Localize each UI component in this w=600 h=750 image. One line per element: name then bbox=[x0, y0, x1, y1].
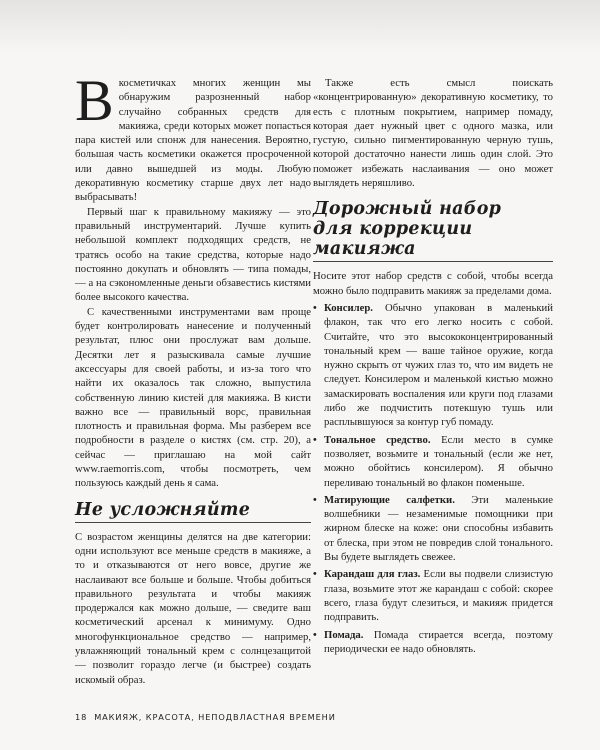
body-paragraph: Также есть смысл поискать «концентрированную» декоративную косметику, то есть с плотным покрытием, например помаду, которая дает нужный цвет с одного мазка, или густую, сильно пигментированную черную тушь, которой достаточно нанести лишь один слой. Это поможет избежать наслаивания — оно может выглядеть неряшливо. bbox=[313, 77, 553, 190]
body-paragraph: Первый шаг к правильному макияжу — это правильный инструментарий. Лучше купить небольшой комплект подходящих средств, не тратясь особо на такие средства, которые надо постоянно докупать и обновлять — типа помады, — а на сэкономленные деньги обзавестись кистями более высокого качества. bbox=[75, 205, 311, 304]
list-item: • Карандаш для глаз. Если вы подвели слизистую глаза, возьмите этот же карандаш с собой: скорее всего, глаза будут слезиться, и макияж придется подправить. bbox=[313, 567, 553, 624]
list-item: • Матирующие салфетки. Эти маленькие волшебники — незаменимые помощники при жирном блеске на коже: они способны избавить от блеска, при этом не повредив слой тонального. Вы будете выглядеть свежее. bbox=[313, 493, 553, 564]
section-heading-keep-simple: Не усложняйте bbox=[75, 500, 311, 523]
intro-paragraph: Вкосметичках многих женщин мы обнаружим разрозненный набор случайно собранных средств для макияжа, среди которых может попасться пара кистей или спонж для нанесения. Вероятно, большая часть косметики окажется просроченной или давно вышедшей из моды. Любую декоративную косметику старше двух лет надо выбрасывать! bbox=[75, 68, 311, 204]
list-item: • Помада. Помада стирается всегда, поэтому периодически ее надо обновлять. bbox=[313, 628, 553, 657]
page-footer bbox=[75, 712, 336, 722]
left-column bbox=[75, 68, 311, 687]
running-title: МАКИЯЖ, КРАСОТА, НЕПОДВЛАСТНАЯ ВРЕМЕНИ bbox=[94, 712, 336, 722]
list-item: • Консилер. Обычно упакован в маленький флакон, так что его легко носить с собой. Считайте, что это высококонцентрированный тональный крем — ваше тайное оружие, когда нужно скрыть от чужих глаз то, что им видеть не следует. Консилером и маленькой кистью можно замаскировать воспаления или круги под глазами либо же подчистить потекшую тушь или расплывшуюся за контур губ помаду. bbox=[313, 301, 553, 430]
body-paragraph: С качественными инструментами вам проще будет контролировать нанесение и полученный результат, плюс они прослужат вам дольше. Десятки лет я разыскивала самые лучшие аксессуары для своей работы, и из-за того что найти их оказалось так сложно, выпустила собственную линию кистей для макияжа. В кисти важно все — правильный ворс, правильная плотность и правильная форма. Мы разберем все подробности в разделе о кистях (см. стр. 20), а сейчас — приглашаю на мой сайт www.raemorris.com, чтобы посмотреть, чем пользуюсь каждый день я сама. bbox=[75, 305, 311, 490]
body-paragraph: Носите этот набор средств с собой, чтобы всегда можно было подправить макияж за пределами дома. bbox=[313, 270, 553, 297]
drop-cap: В bbox=[75, 68, 114, 133]
list-item: • Тональное средство. Если место в сумке позволяет, возьмите и тональный (если же нет, можно обойтись консилером). Я обычно переливаю тональный во флакон поменьше. bbox=[313, 433, 553, 490]
body-paragraph: С возрастом женщины делятся на две категории: одни используют все меньше средств в макияже, а то и отказываются от него вовсе, другие же наслаивают все больше и больше. Чтобы добиться правильного результата и чтобы макияж продержался как можно дольше, — сведите ваш косметический арсенал к минимуму. Одно многофункциональное средство — например, увлажняющий тональный крем с солнцезащитой — позволит гораздо легче (и быстрее) создать искомый образ. bbox=[75, 530, 311, 686]
page-top-band bbox=[0, 0, 600, 52]
section-heading-travel-kit: Дорожный набор для коррекции макияжа bbox=[313, 199, 553, 262]
page-number: 18 bbox=[75, 712, 88, 722]
travel-kit-list bbox=[313, 301, 553, 656]
right-column bbox=[313, 76, 553, 659]
